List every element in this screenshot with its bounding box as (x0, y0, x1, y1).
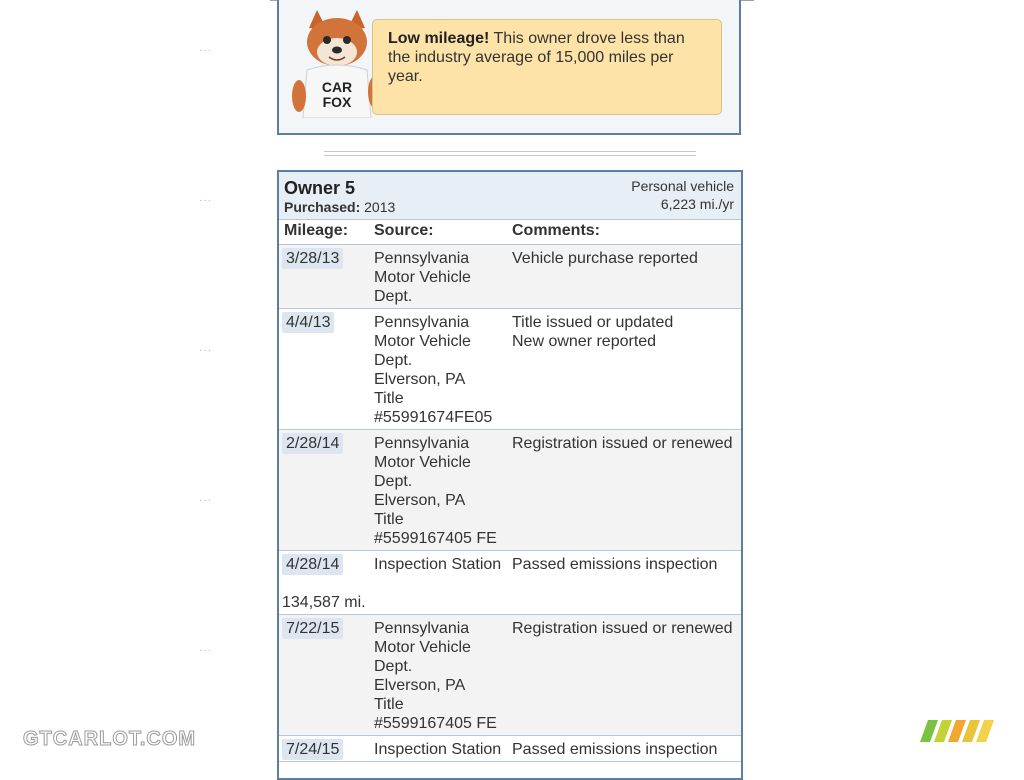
row-source (374, 555, 509, 574)
row-date: 2/28/14 (282, 433, 343, 454)
table-row (279, 551, 741, 615)
fox-shirt-text: CAR (321, 79, 353, 95)
table-row (279, 615, 741, 736)
owner-title: Owner 5 (284, 178, 356, 198)
miles-per-year: 6,223 mi./yr (660, 196, 734, 212)
row-comments (512, 434, 742, 453)
row-comment-line: Registration issued or renewed (512, 435, 733, 452)
row-comments (512, 249, 742, 268)
row-source-line: Dept. (374, 473, 413, 490)
row-comments (512, 555, 742, 574)
low-mileage-heading: Low mileage! (388, 30, 490, 47)
table-row (279, 309, 741, 430)
brand-stripes-icon (920, 720, 1000, 742)
row-source-line: Inspection Station (374, 741, 502, 758)
row-comments (512, 619, 742, 638)
fox-shirt-text: FOX (322, 94, 352, 110)
margin-dots: ··· (199, 195, 212, 206)
row-odometer: 134,587 mi. (282, 594, 366, 611)
row-comments (512, 740, 742, 759)
row-source-line: Motor Vehicle (374, 454, 471, 471)
row-comment-line: Passed emissions inspection (512, 556, 718, 573)
row-source-line: Motor Vehicle (374, 639, 471, 656)
owner-header (279, 172, 741, 220)
table-row (279, 736, 741, 762)
row-source-line: Pennsylvania (374, 435, 470, 452)
margin-dots: ··· (199, 345, 212, 356)
low-mileage-message (372, 19, 722, 115)
row-source-line: #55991674FE05 (374, 409, 493, 426)
row-source-line: Motor Vehicle (374, 269, 471, 286)
row-source (374, 740, 509, 759)
row-source-line: Dept. (374, 658, 413, 675)
row-source-line: Title (374, 390, 404, 407)
row-source-line: Title (374, 696, 404, 713)
table-row (279, 245, 741, 309)
divider (324, 155, 696, 156)
row-date: 7/22/15 (282, 618, 343, 639)
purchased-value: 2013 (360, 199, 396, 215)
table-row (279, 430, 741, 551)
row-source-line: Elverson, PA (374, 371, 466, 388)
row-source-line: Pennsylvania (374, 314, 470, 331)
row-source-line: #5599167405 FE (374, 530, 497, 547)
row-source-line: #5599167405 FE (374, 715, 497, 732)
row-comment-line: New owner reported (512, 333, 657, 350)
row-source (374, 434, 509, 548)
low-mileage-panel (277, 0, 741, 135)
row-source-line: Inspection Station (374, 556, 502, 573)
margin-dots: ··· (199, 495, 212, 506)
vehicle-type: Personal vehicle (631, 178, 734, 194)
row-source (374, 619, 509, 733)
row-source-line: Dept. (374, 352, 413, 369)
owner-history-table (277, 170, 743, 780)
row-source (374, 313, 509, 427)
column-header-mileage: Mileage: (284, 222, 349, 239)
margin-dots: ··· (199, 645, 212, 656)
column-header-comments: Comments: (512, 222, 601, 239)
row-date: 7/24/15 (282, 739, 343, 760)
purchased-label: Purchased: (284, 199, 361, 215)
divider (324, 151, 696, 152)
row-source (374, 249, 509, 306)
row-source-line: Title (374, 511, 404, 528)
row-date: 4/4/13 (282, 312, 334, 333)
watermark: GTCARLOT.COM (23, 728, 197, 750)
row-comments (512, 313, 742, 351)
owner-usage (631, 177, 734, 213)
column-header-source: Source: (374, 222, 434, 239)
owner-purchased (284, 199, 395, 215)
row-comment-line: Title issued or updated (512, 314, 674, 331)
row-source-line: Pennsylvania (374, 250, 470, 267)
row-source-line: Elverson, PA (374, 492, 466, 509)
row-source-line: Dept. (374, 288, 413, 305)
row-date: 3/28/13 (282, 248, 343, 269)
row-comment-line: Registration issued or renewed (512, 620, 733, 637)
margin-dots: ··· (199, 45, 212, 56)
row-date: 4/28/14 (282, 554, 343, 575)
row-comment-line: Passed emissions inspection (512, 741, 718, 758)
row-source-line: Motor Vehicle (374, 333, 471, 350)
row-comment-line: Vehicle purchase reported (512, 250, 698, 267)
row-source-line: Elverson, PA (374, 677, 466, 694)
low-mileage-text: This owner drove less than the industry average of 15,000 miles per year. (388, 30, 685, 85)
row-source-line: Pennsylvania (374, 620, 470, 637)
